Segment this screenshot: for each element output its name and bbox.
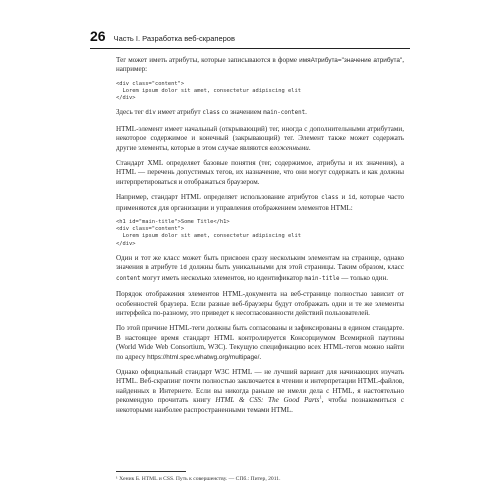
inline-code: main-title bbox=[304, 275, 340, 282]
text: должны быть уникальными для этой страницы. Таким образом, класс bbox=[186, 263, 404, 272]
text: Один и тот же класс может быть присвоен сразу нескольким элементам на странице, однако значения в атрибуте bbox=[116, 253, 404, 272]
page-body bbox=[116, 56, 404, 421]
text: Тег может иметь атрибуты, которые записываются в форме bbox=[116, 56, 300, 64]
text: . bbox=[305, 108, 307, 117]
paragraph bbox=[116, 108, 404, 118]
code-block: <h1 id="main-title">Some Title</h1> <div class="content"> Lorem ipsum dolor sit amet, consectetur adipiscing elit </div> bbox=[116, 219, 301, 247]
footnote-divider bbox=[116, 471, 186, 472]
inline-code: id bbox=[179, 265, 187, 272]
page-number: 26 bbox=[90, 28, 106, 44]
text: , которые часто применяются для организации и управления отображением элементов HTML: bbox=[116, 193, 404, 212]
paragraph bbox=[116, 56, 404, 75]
paragraph bbox=[116, 254, 404, 284]
paragraph bbox=[116, 193, 404, 213]
running-head: Часть I. Разработка веб-скраперов bbox=[113, 34, 235, 43]
book-title: HTML & CSS: The Good Parts bbox=[215, 396, 320, 405]
text: и bbox=[338, 193, 349, 202]
text: По этой причине HTML-теги должны быть согласованы и зафиксированы в едином стандарте. В настоящее время стандарт HTML контролируется Консорциумом Всемирной паутины (World Wide Web Consortium, W3C). Текущую спецификацию всех HTML-тегов можно найти по адресу bbox=[116, 324, 404, 361]
spec-url: https://html.spec.whatwg.org/multipage/ bbox=[147, 353, 260, 361]
paragraph bbox=[116, 324, 404, 362]
text: — только один. bbox=[339, 273, 389, 282]
paragraph: Стандарт XML определяет базовые понятия (тег, содержимое, атрибуты и их значения), а HTML — перечень допустимых тегов, их назначение, что они могут содержать и как должны интерпретироваться и отображаться браузером. bbox=[116, 159, 404, 186]
page-header bbox=[90, 28, 410, 49]
paragraph: Порядок отображения элементов HTML-документа на веб-странице полностью зависит от особенностей браузера. Если разные веб-браузеры будут отображать одни и те же элементы интерфейса по-разному, это приведет к несогласованности действий пользователей. bbox=[116, 290, 404, 317]
text: HTML-элемент имеет начальный (открывающий) тег, иногда с дополнительными атрибутами, некоторое содержимое и конечный (закрывающий) тег. Элемент также может содержать другие элементы, которые в этом случае являются bbox=[116, 124, 404, 152]
inline-code: class bbox=[202, 110, 220, 117]
text: Здесь тег bbox=[116, 108, 146, 117]
paragraph bbox=[116, 368, 404, 415]
text: могут иметь несколько элементов, но идентификатор bbox=[140, 273, 305, 282]
paragraph bbox=[116, 125, 404, 153]
inline-code: class bbox=[321, 195, 339, 202]
footnote: ¹ Хеник Б. HTML и CSS. Путь к совершенству. — СПб.: Питер, 2011. bbox=[116, 476, 281, 482]
inline-code: div bbox=[145, 110, 156, 117]
text: Однако официальный стандарт W3C HTML — не лучший вариант для начинающих изучать HTML. Веб-скрапинг почти полностью заключается в чтении и интерпретации HTML-файлов, найденных в Интернете. Если вы никогда раньше не имели дела с HTML, я настоятельно рекомендую прочитать книгу bbox=[116, 367, 404, 405]
text: Например, стандарт HTML определяет использование атрибутов bbox=[116, 193, 322, 202]
text: имеет атрибут bbox=[155, 108, 203, 117]
inline-code: main-content bbox=[263, 110, 306, 117]
footnote-marker: 1 bbox=[319, 394, 322, 400]
text: , например: bbox=[116, 56, 404, 74]
text: . bbox=[259, 352, 262, 361]
emphasis: вложенными bbox=[269, 143, 309, 152]
text: со значением bbox=[219, 108, 264, 117]
code-block: <div class="content"> Lorem ipsum dolor sit amet, consectetur adipiscing elit </div> bbox=[116, 80, 301, 102]
text: . bbox=[308, 143, 311, 152]
inline-code: content bbox=[116, 275, 141, 282]
text: , чтобы познакомиться с некоторыми наиболее распространенными темами HTML. bbox=[116, 396, 404, 414]
inline-code: имяАтрибута="значение атрибута" bbox=[299, 57, 403, 64]
inline-code: id bbox=[348, 195, 356, 202]
